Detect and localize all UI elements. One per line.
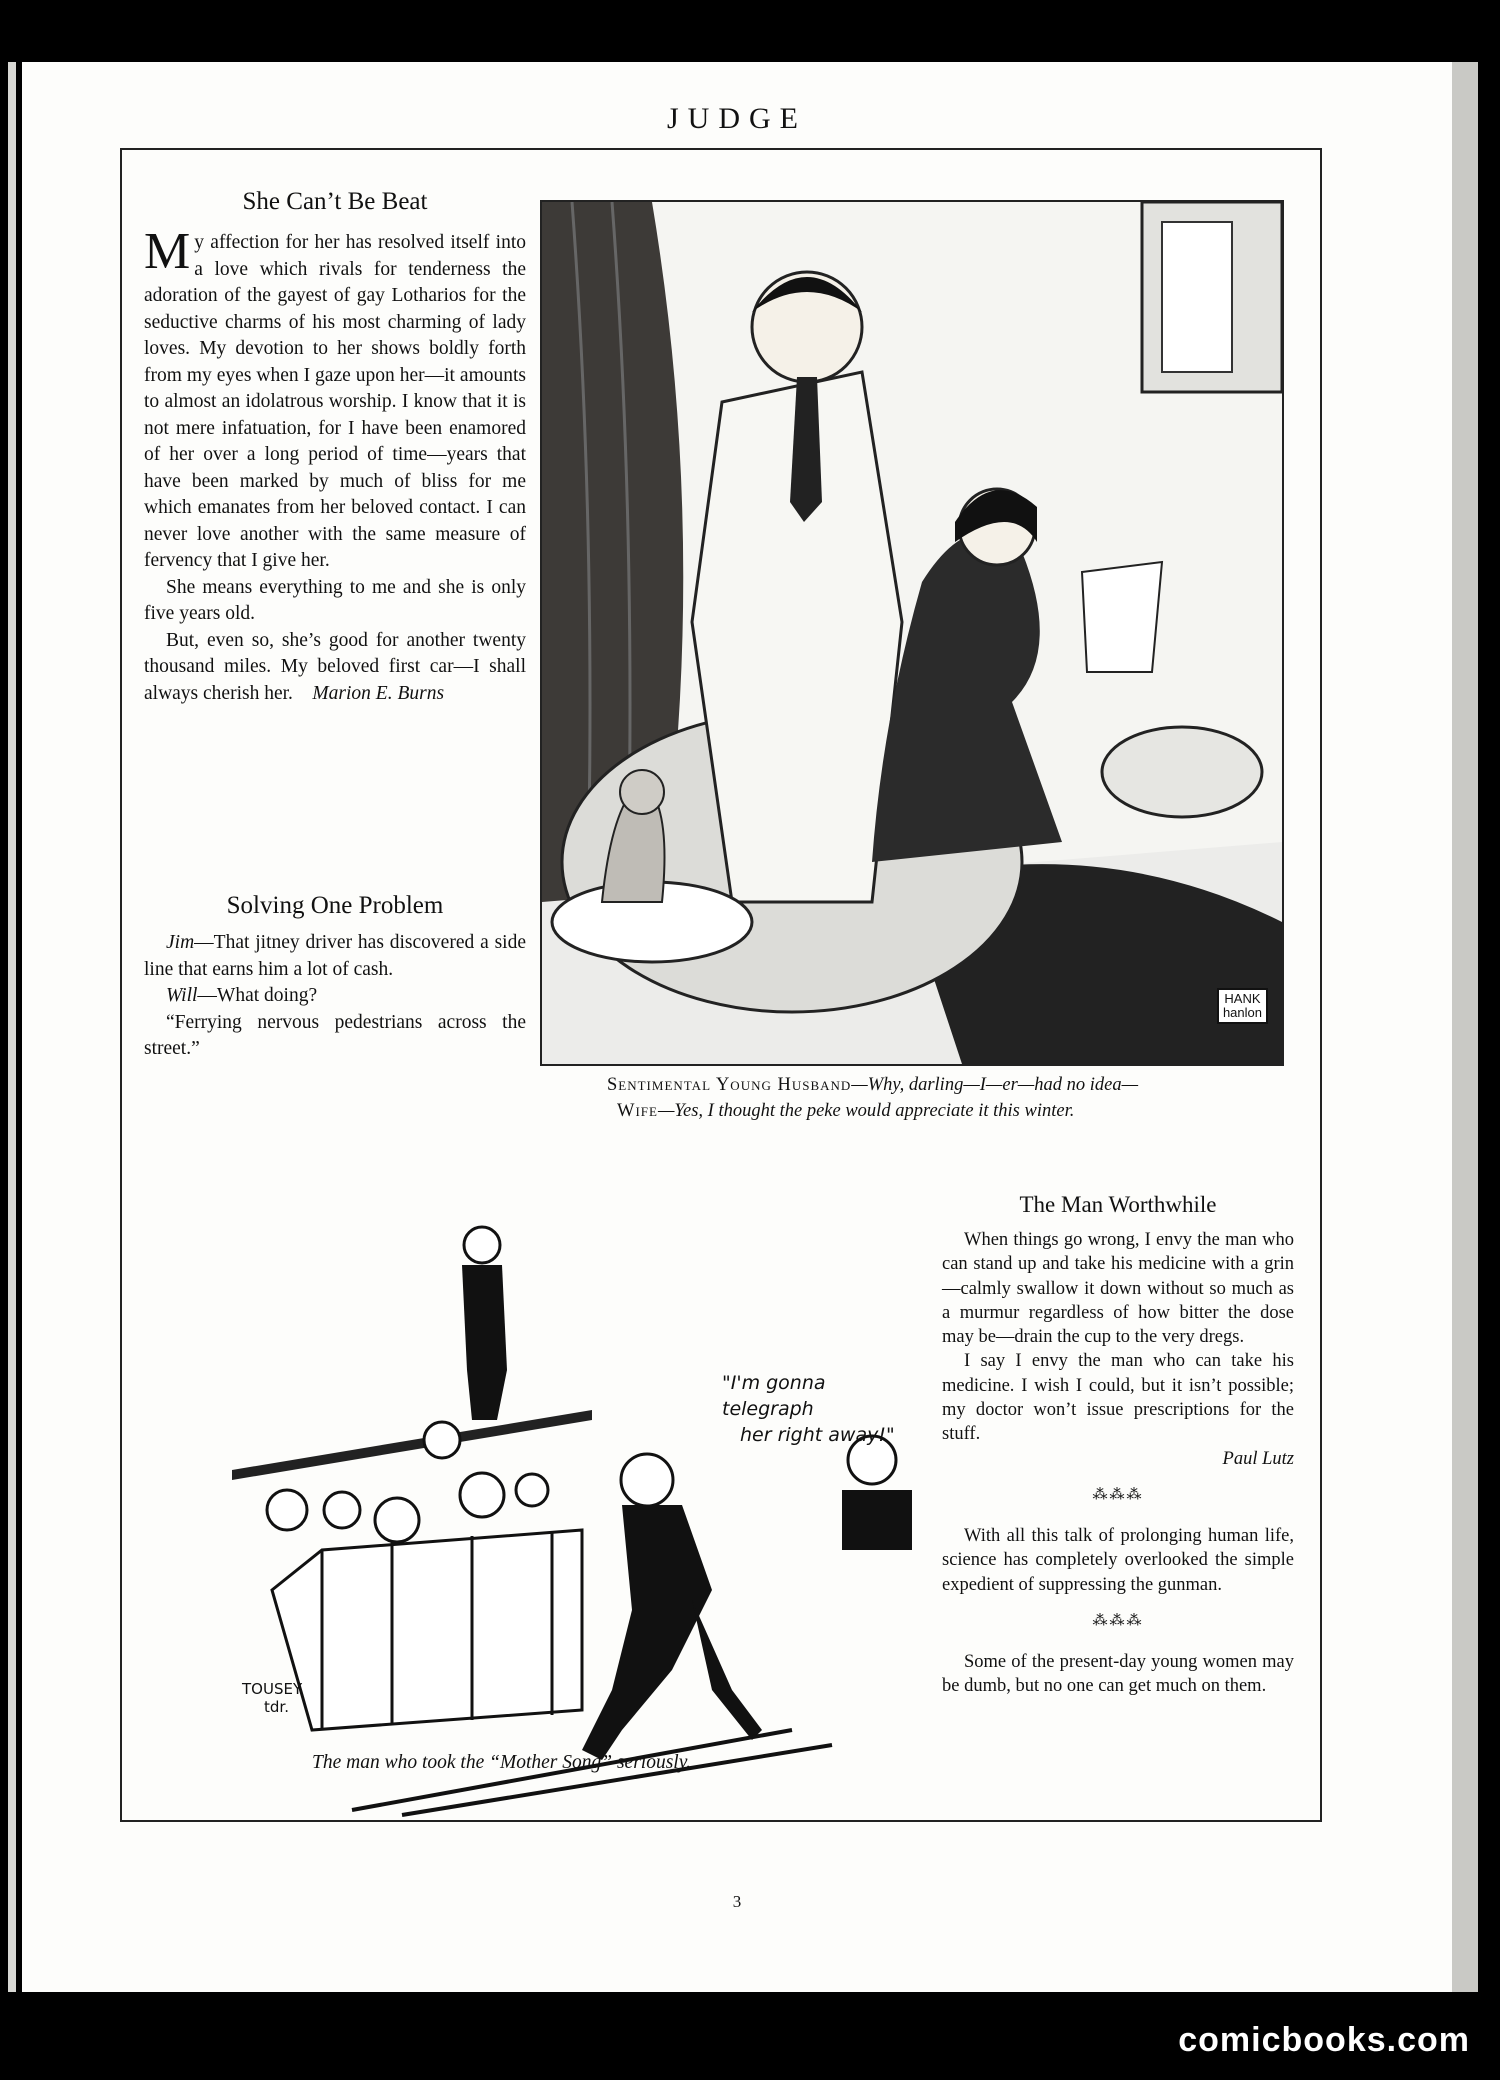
signature-text: HANK <box>1224 991 1261 1006</box>
paragraph-text: But, even so, she’s good for another twenty thousand miles. My beloved first car—I shall always cherish her. <box>144 629 526 704</box>
signature-text: hanlon <box>1222 1005 1262 1020</box>
speech-line: her right away!" <box>740 1424 895 1446</box>
section-ornament: ⁂⁂⁂ <box>1092 1612 1144 1629</box>
dialogue-line: “Ferrying nervous pedestrians across the street.” <box>144 1011 526 1059</box>
article-title: The Man Worthwhile <box>1019 1192 1217 1217</box>
artist-signature <box>1217 988 1268 1024</box>
dialogue-text: —That jitney driver has discovered a side line that earns him a lot of cash. <box>144 932 526 980</box>
right-page-edges <box>1452 62 1478 1992</box>
cartoon-illustration <box>542 202 1282 1064</box>
speech-text <box>722 1370 912 1448</box>
caption-text: seriously. <box>612 1752 692 1773</box>
dialogue-line <box>144 930 526 983</box>
filler-paragraph: Some of the present-day young women may be dumb, but no one can get much on them. <box>942 1651 1294 1697</box>
speaker-name: Will <box>166 985 198 1006</box>
caption-speaker: Wife <box>617 1101 658 1121</box>
cartoon-caption <box>312 1750 832 1776</box>
artist-signature <box>242 1680 302 1716</box>
article-paragraph: She means everything to me and she is only five years old. <box>144 576 526 624</box>
cartoon-illustration <box>152 1170 912 1820</box>
cartoon-mother-song <box>152 1170 912 1820</box>
speaker-name: Jim <box>166 932 195 953</box>
masthead: JUDGE <box>667 102 807 135</box>
article-the-man-worthwhile <box>942 1192 1294 1698</box>
section-ornament: ⁂⁂⁂ <box>1092 1486 1144 1503</box>
signature-text: tdr. <box>264 1698 289 1716</box>
cartoon-caption <box>607 1072 1287 1124</box>
article-paragraph <box>144 223 526 575</box>
author-byline: Marion E. Burns <box>312 682 445 704</box>
article-paragraph <box>144 628 526 708</box>
dialogue-text: —What doing? <box>197 985 318 1006</box>
paragraph-text: y affection for her has resolved itself into a love which rivals for tenderness the adoration of the gayest of gay Lotharios for the seductive charms of his most charming of lady loves. My devotion to her shows boldly forth from my eyes when I gaze upon her—it amounts to almost an idolatrous worship. I know that it is not mere infatuation, for I have been enamored of her over a long period of time—years that have been marked by much of bliss for me which emanates from her beloved contact. I can never love another with the same measure of fervency that I give her. <box>144 232 526 571</box>
caption-line <box>607 1098 1287 1124</box>
filler-paragraph: With all this talk of prolonging human life, science has completely overlooked the simple expedient of suppressing the gunman. <box>942 1525 1294 1595</box>
left-page-edge <box>8 62 16 1992</box>
dialogue-line <box>144 983 526 1010</box>
page-number: 3 <box>732 1892 742 1911</box>
author-byline: Paul Lutz <box>1222 1448 1294 1469</box>
article-she-cant-be-beat <box>144 188 526 707</box>
caption-text: —Why, darling—I—er—had no idea— <box>851 1075 1139 1095</box>
caption-line <box>607 1072 1287 1098</box>
signature-text: TOUSEY <box>242 1680 303 1698</box>
cartoon-husband-and-wife <box>540 200 1284 1066</box>
speech-line: "I'm gonna telegraph <box>722 1372 826 1420</box>
caption-text: The man who took the <box>312 1752 490 1773</box>
site-watermark: comicbooks.com <box>1178 2021 1470 2059</box>
magazine-page <box>22 62 1452 1992</box>
caption-text: —Yes, I thought the peke would appreciate it this winter. <box>657 1101 1075 1121</box>
article-paragraph: I say I envy the man who can take his medicine. I wish I could, but it isn’t possible; my doctor won’t issue prescriptions for the stuff. <box>942 1351 1294 1445</box>
article-title: Solving One Problem <box>226 892 444 919</box>
article-title: She Can’t Be Beat <box>242 188 428 215</box>
drop-cap: M <box>144 223 191 280</box>
caption-speaker: Sentimental Young Husband <box>607 1075 852 1095</box>
caption-song-title: “Mother Song” <box>489 1752 613 1773</box>
article-paragraph: When things go wrong, I envy the man who can stand up and take his medicine with a grin—calmly swallow it down without so much as a murmur regardless of how bitter the dose may be—drain the cup to the very dregs. <box>942 1230 1294 1348</box>
article-solving-one-problem <box>144 892 526 1063</box>
